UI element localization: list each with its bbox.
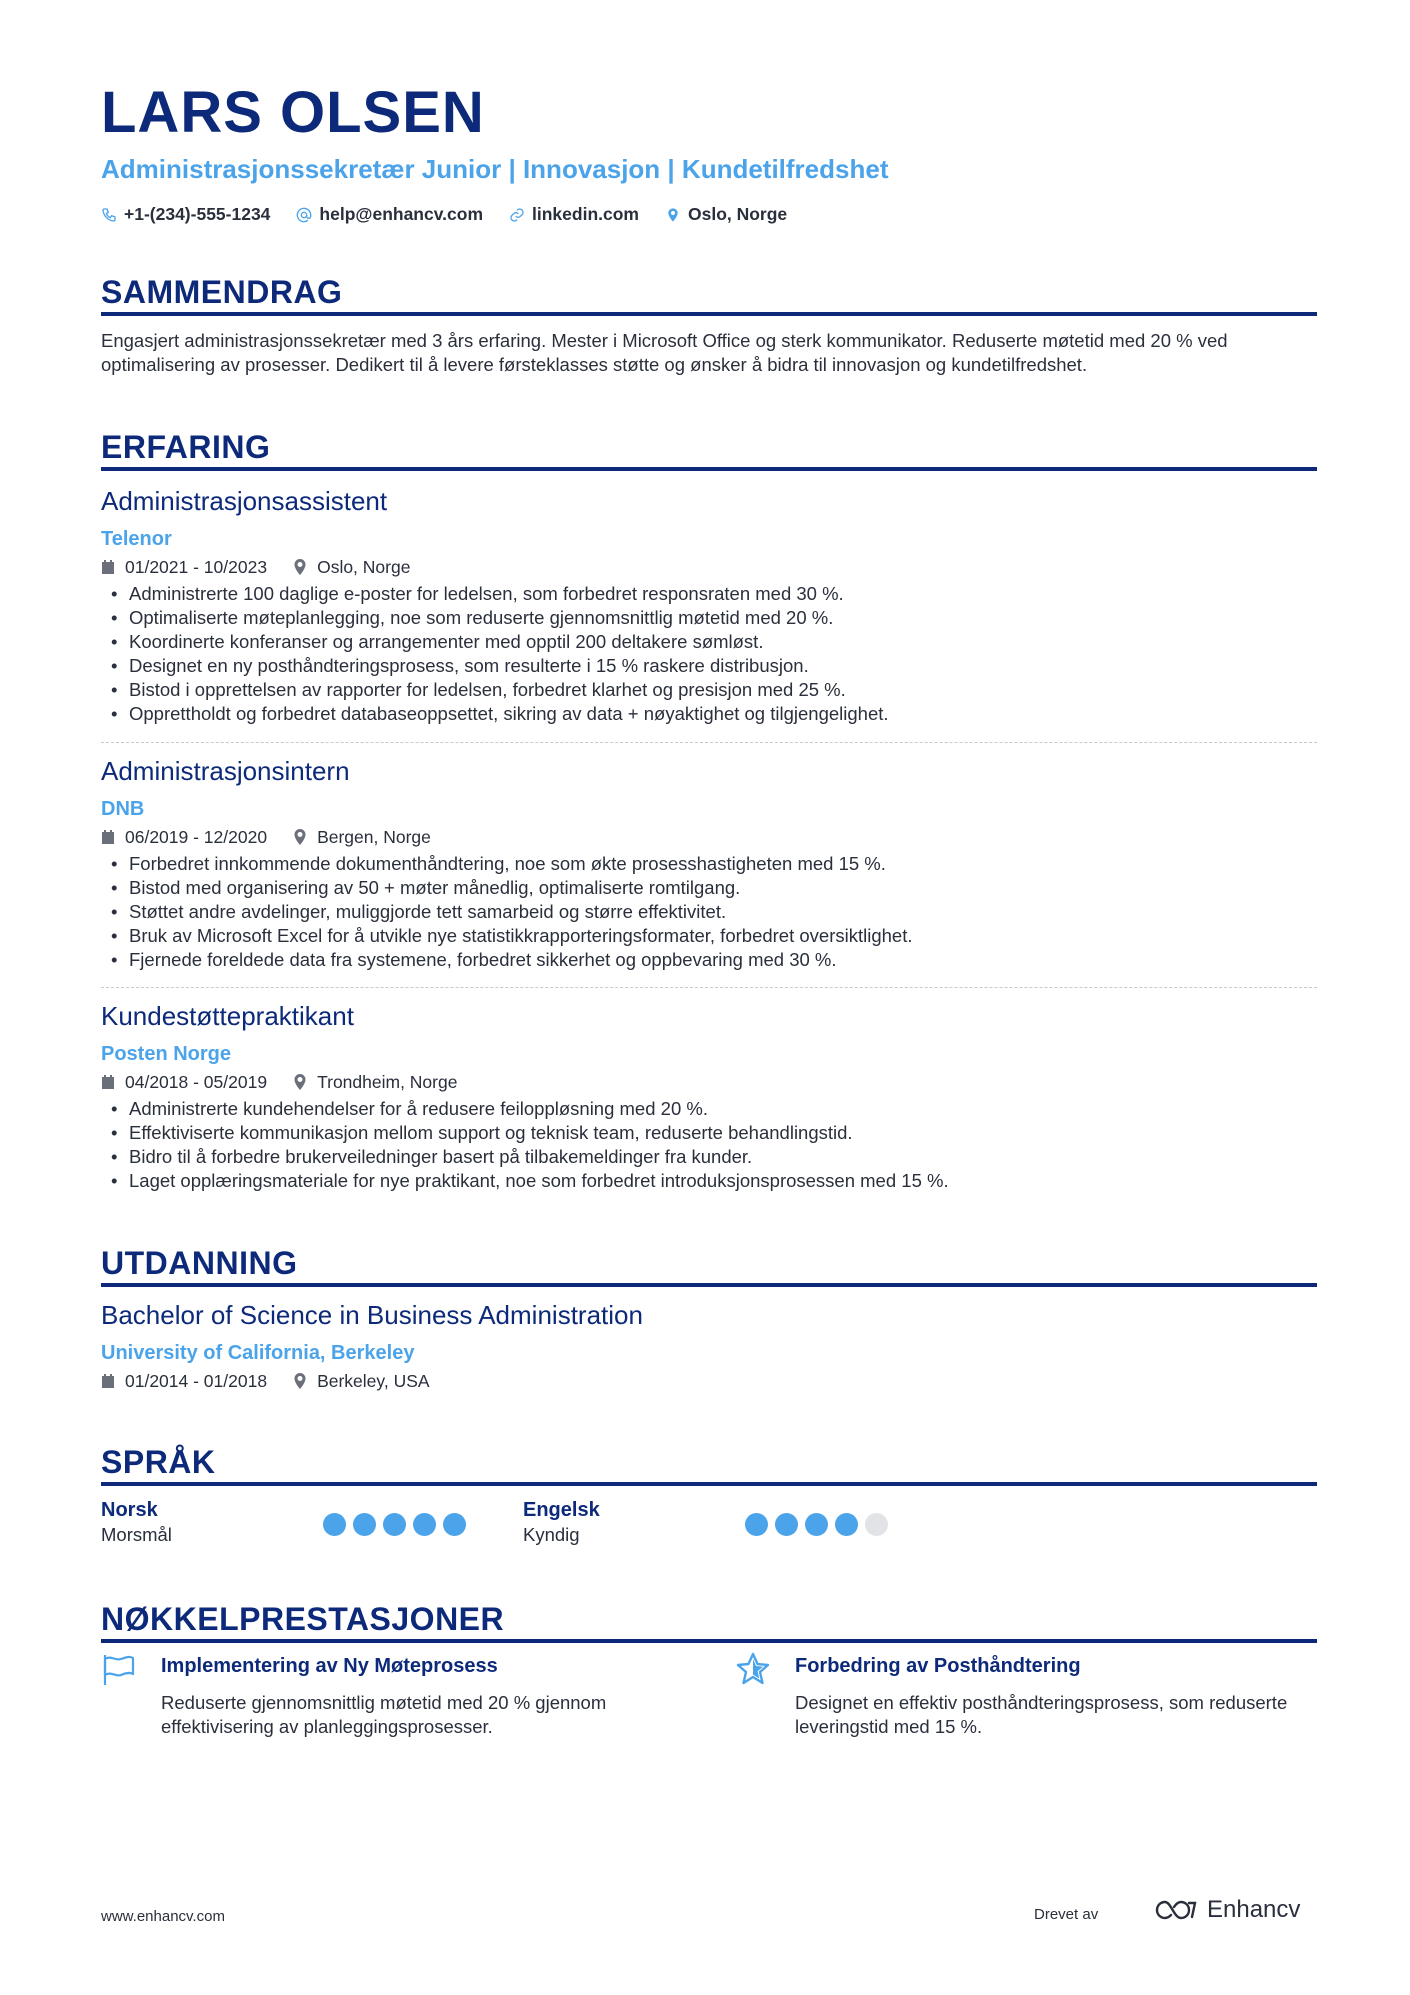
education-rule <box>101 1283 1317 1287</box>
footer-brand-name: Enhancv <box>1207 1896 1301 1923</box>
job-bullets <box>101 1097 1317 1193</box>
list-item: • Effektiviserte kommunikasjon mellom support og teknisk team, reduserte behandlingstid. <box>101 1121 1317 1145</box>
list-item: • Administrerte 100 daglige e-poster for ledelsen, som forbedret responsraten med 30 %. <box>101 582 1317 606</box>
contact-email-text: help@enhancv.com <box>319 204 484 224</box>
achievement-title: Implementering av Ny Møteprosess <box>161 1655 498 1677</box>
achievement-item <box>735 1651 1295 1739</box>
job-dates: 04/2018 - 05/2019 <box>125 1071 268 1092</box>
job-meta <box>101 824 1317 850</box>
location-pin-icon <box>293 1074 307 1090</box>
job-location: Trondheim, Norge <box>317 1071 458 1092</box>
education-dates: 01/2014 - 01/2018 <box>125 1370 268 1391</box>
language-item <box>101 1497 481 1547</box>
job-dates: 06/2019 - 12/2020 <box>125 826 268 847</box>
candidate-name: LARS OLSEN <box>101 80 485 145</box>
location-pin-icon <box>293 1373 307 1389</box>
language-rating <box>745 1513 888 1536</box>
contact-location-text: Oslo, Norge <box>687 204 788 224</box>
enhancv-logo-icon <box>1153 1897 1199 1923</box>
job-bullets <box>101 582 1317 726</box>
education-location: Berkeley, USA <box>317 1370 430 1391</box>
rating-dot-filled <box>413 1513 436 1536</box>
list-item: • Støttet andre avdelinger, muliggjorde tett samarbeid og større effektivitet. <box>101 900 1317 924</box>
rating-dot-filled <box>443 1513 466 1536</box>
languages-rule <box>101 1482 1317 1486</box>
list-item: • Bistod med organisering av 50 + møter månedlig, optimaliserte romtilgang. <box>101 876 1317 900</box>
summary-heading: SAMMENDRAG <box>101 274 343 310</box>
job-company: DNB <box>101 798 145 820</box>
list-item: • Designet en ny posthåndteringsprosess, som resulterte i 15 % raskere distribusjon. <box>101 654 1317 678</box>
achievement-item <box>101 1651 661 1739</box>
achievement-text: Designet en effektiv posthåndteringsprosess, som reduserte leveringstid med 15 %. <box>795 1692 1288 1737</box>
footer-url[interactable]: www.enhancv.com <box>101 1908 225 1925</box>
at-icon <box>296 207 312 223</box>
summary-text: Engasjert administrasjonssekretær med 3 års erfaring. Mester i Microsoft Office og sterk kommunikator. Reduserte møtetid med 20 % ved optimalisering av prosesser. Dedikert til å levere førsteklasses støtte og ønsker å bidra til innovasjon og kundetilfredshet. <box>101 330 1228 375</box>
flag-icon <box>101 1651 137 1687</box>
calendar-icon <box>101 829 115 845</box>
job-company: Telenor <box>101 528 172 550</box>
link-icon <box>509 207 525 223</box>
job-meta <box>101 1069 1317 1095</box>
list-item: • Bidro til å forbedre brukerveiledninger basert på tilbakemeldinger fra kunder. <box>101 1145 1317 1169</box>
contact-bar <box>101 204 787 225</box>
achievements-rule <box>101 1639 1317 1643</box>
rating-dot-filled <box>775 1513 798 1536</box>
job-entry <box>101 758 1317 972</box>
language-rating <box>323 1513 466 1536</box>
achievements-heading: NØKKELPRESTASJONER <box>101 1601 505 1637</box>
calendar-icon <box>101 1074 115 1090</box>
contact-phone-text: +1-(234)-555-1234 <box>124 204 271 224</box>
education-school: University of California, Berkeley <box>101 1342 415 1364</box>
rating-dot-filled <box>353 1513 376 1536</box>
location-pin-icon <box>665 207 681 223</box>
language-item <box>523 1497 903 1547</box>
contact-linkedin[interactable] <box>509 204 639 225</box>
candidate-headline: Administrasjonssekretær Junior | Innovasjon | Kundetilfredshet <box>101 154 889 184</box>
contact-location <box>665 204 787 225</box>
rating-dot-filled <box>805 1513 828 1536</box>
rating-dot-filled <box>323 1513 346 1536</box>
star-icon <box>735 1651 771 1687</box>
contact-phone[interactable] <box>101 204 270 225</box>
experience-rule <box>101 467 1317 471</box>
job-divider <box>101 987 1317 988</box>
job-location: Bergen, Norge <box>317 826 431 847</box>
language-name: Engelsk <box>523 1499 600 1521</box>
list-item: • Optimaliserte møteplanlegging, noe som reduserte gjennomsnittlig møtetid med 20 %. <box>101 606 1317 630</box>
language-level: Kyndig <box>523 1524 580 1545</box>
job-role: Administrasjonsintern <box>101 756 350 786</box>
rating-dot-filled <box>383 1513 406 1536</box>
contact-linkedin-text: linkedin.com <box>532 204 639 224</box>
languages-heading: SPRÅK <box>101 1444 216 1480</box>
job-role: Kundestøttepraktikant <box>101 1001 354 1031</box>
language-level: Morsmål <box>101 1524 172 1545</box>
phone-icon <box>101 207 117 223</box>
list-item: • Bistod i opprettelsen av rapporter for ledelsen, forbedret klarhet og presisjon med 25 %. <box>101 678 1317 702</box>
education-meta <box>101 1368 1317 1394</box>
job-divider <box>101 742 1317 743</box>
achievement-title: Forbedring av Posthåndtering <box>795 1655 1081 1677</box>
rating-dot-empty <box>865 1513 888 1536</box>
education-entry <box>101 1302 1317 1394</box>
education-degree: Bachelor of Science in Business Administration <box>101 1300 643 1330</box>
calendar-icon <box>101 559 115 575</box>
job-meta <box>101 554 1317 580</box>
job-entry <box>101 488 1317 726</box>
list-item: • Administrerte kundehendelser for å redusere feiloppløsning med 20 %. <box>101 1097 1317 1121</box>
job-location: Oslo, Norge <box>317 556 411 577</box>
rating-dot-filled <box>745 1513 768 1536</box>
contact-email[interactable] <box>296 204 483 225</box>
list-item: • Koordinerte konferanser og arrangementer med opptil 200 deltakere sømløst. <box>101 630 1317 654</box>
education-heading: UTDANNING <box>101 1245 298 1281</box>
job-entry <box>101 1003 1317 1193</box>
rating-dot-filled <box>835 1513 858 1536</box>
job-dates: 01/2021 - 10/2023 <box>125 556 268 577</box>
footer-powered-by: Drevet av <box>1034 1906 1099 1923</box>
location-pin-icon <box>293 829 307 845</box>
job-role: Administrasjonsassistent <box>101 486 388 516</box>
list-item: • Bruk av Microsoft Excel for å utvikle nye statistikkrapporteringsformater, forbedret oversiktlighet. <box>101 924 1317 948</box>
job-company: Posten Norge <box>101 1043 232 1065</box>
list-item: • Fjernede foreldede data fra systemene, forbedret sikkerhet og oppbevaring med 30 %. <box>101 948 1317 972</box>
experience-heading: ERFARING <box>101 429 271 465</box>
summary-rule <box>101 312 1317 316</box>
footer-brand[interactable] <box>1153 1896 1300 1924</box>
list-item: • Laget opplæringsmateriale for nye praktikant, noe som forbedret introduksjonsprosessen med 15 %. <box>101 1169 1317 1193</box>
language-name: Norsk <box>101 1499 158 1521</box>
location-pin-icon <box>293 559 307 575</box>
job-bullets <box>101 852 1317 972</box>
list-item: • Opprettholdt og forbedret databaseoppsettet, sikring av data + nøyaktighet og tilgjengelighet. <box>101 702 1317 726</box>
calendar-icon <box>101 1373 115 1389</box>
list-item: • Forbedret innkommende dokumenthåndtering, noe som økte prosesshastigheten med 15 %. <box>101 852 1317 876</box>
achievement-text: Reduserte gjennomsnittlig møtetid med 20 % gjennom effektivisering av planleggingsprosesser. <box>161 1692 607 1737</box>
